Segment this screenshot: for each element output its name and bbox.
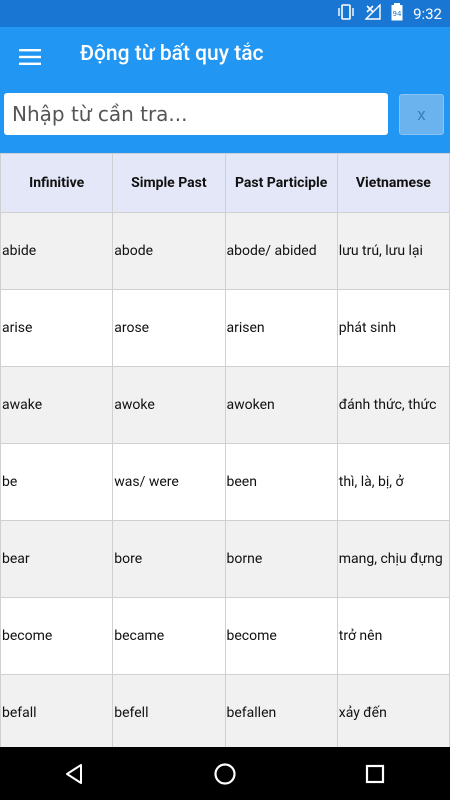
- cell-vietnamese: phát sinh: [337, 290, 449, 367]
- cell-infinitive: awake: [1, 367, 113, 444]
- clear-search-button[interactable]: x: [399, 94, 444, 135]
- recents-icon[interactable]: [345, 747, 405, 800]
- cell-simple-past: bore: [113, 521, 225, 598]
- back-icon[interactable]: [45, 747, 105, 800]
- cell-past-participle: borne: [225, 521, 337, 598]
- header-infinitive: Infinitive: [1, 154, 113, 213]
- vibrate-icon: [337, 4, 355, 24]
- cell-infinitive: befall: [1, 675, 113, 748]
- no-signal-icon: [365, 4, 381, 24]
- cell-infinitive: abide: [1, 213, 113, 290]
- status-icons: [337, 0, 442, 27]
- header-past-participle: Past Participle: [225, 154, 337, 213]
- cell-vietnamese: lưu trú, lưu lại: [337, 213, 449, 290]
- table-header-row: [1, 154, 450, 213]
- cell-past-participle: befallen: [225, 675, 337, 748]
- hamburger-menu-icon[interactable]: [14, 41, 46, 73]
- table-row[interactable]: [1, 521, 450, 598]
- system-nav-bar: [0, 747, 450, 800]
- svg-text:94: 94: [392, 9, 402, 18]
- home-icon[interactable]: [195, 747, 255, 800]
- cell-vietnamese: đánh thức, thức: [337, 367, 449, 444]
- cell-simple-past: was/ were: [113, 444, 225, 521]
- cell-infinitive: become: [1, 598, 113, 675]
- cell-vietnamese: mang, chịu đựng: [337, 521, 449, 598]
- cell-past-participle: been: [225, 444, 337, 521]
- status-bar: [0, 0, 450, 27]
- cell-simple-past: became: [113, 598, 225, 675]
- battery-icon: [391, 3, 403, 25]
- search-input[interactable]: [4, 93, 388, 135]
- verb-table-container[interactable]: [0, 153, 450, 747]
- cell-past-participle: become: [225, 598, 337, 675]
- cell-simple-past: abode: [113, 213, 225, 290]
- status-time: 9:32: [413, 4, 442, 23]
- header-simple-past: Simple Past: [113, 154, 225, 213]
- cell-vietnamese: thì, là, bị, ở: [337, 444, 449, 521]
- table-row[interactable]: [1, 367, 450, 444]
- cell-vietnamese: trở nên: [337, 598, 449, 675]
- header-vietnamese: Vietnamese: [337, 154, 449, 213]
- table-row[interactable]: [1, 444, 450, 521]
- table-row[interactable]: [1, 598, 450, 675]
- verb-table: [0, 153, 450, 747]
- cell-vietnamese: xảy đến: [337, 675, 449, 748]
- table-row[interactable]: [1, 675, 450, 748]
- table-row[interactable]: [1, 290, 450, 367]
- app-title: Động từ bất quy tắc: [80, 42, 264, 66]
- cell-past-participle: abode/ abided: [225, 213, 337, 290]
- cell-infinitive: be: [1, 444, 113, 521]
- cell-simple-past: arose: [113, 290, 225, 367]
- cell-simple-past: befell: [113, 675, 225, 748]
- app-bar: [0, 27, 450, 153]
- table-row[interactable]: [1, 213, 450, 290]
- cell-past-participle: awoken: [225, 367, 337, 444]
- cell-simple-past: awoke: [113, 367, 225, 444]
- cell-infinitive: arise: [1, 290, 113, 367]
- cell-past-participle: arisen: [225, 290, 337, 367]
- cell-infinitive: bear: [1, 521, 113, 598]
